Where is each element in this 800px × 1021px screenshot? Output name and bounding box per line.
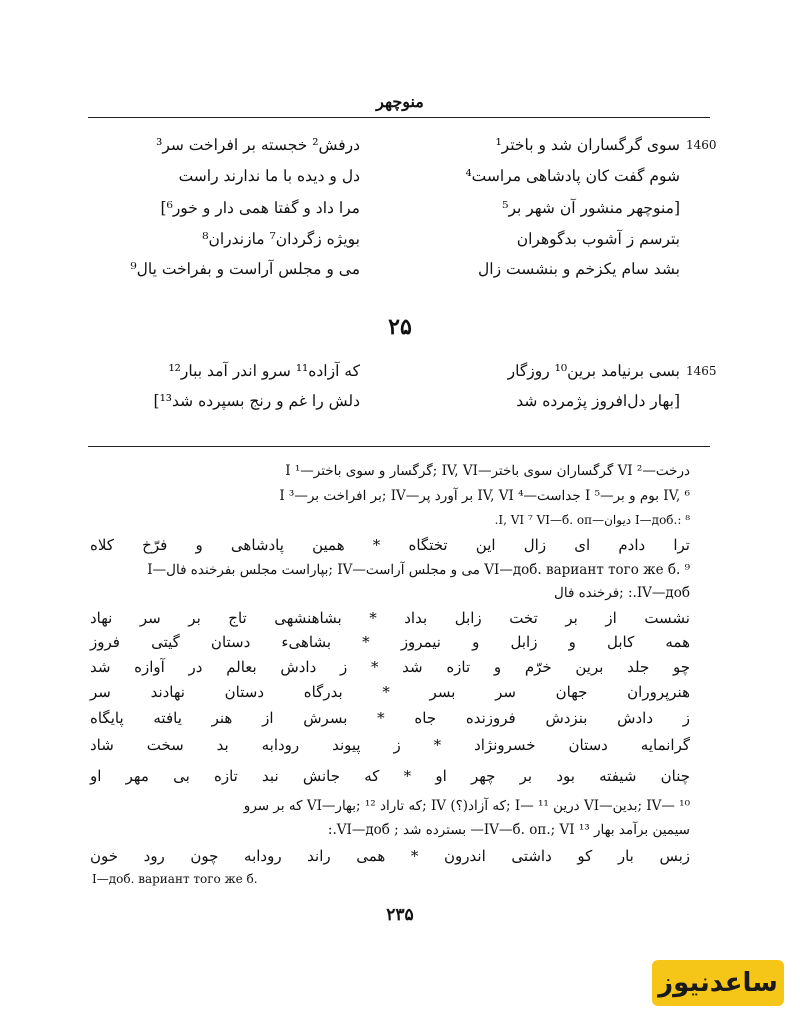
footnote-line: VI—доб. вариант того же б. ⁹ می و مجلس آراست—IV ;بپاراست مجلس بفرخنده فال—I xyxy=(147,562,690,578)
footnote-verse: چو جلد برین خرّم و تازه شد * ز دادش بعالم در آوازه شد xyxy=(90,658,690,676)
line-number: 1465 xyxy=(686,364,717,378)
footnote-verse: نشست از بر تخت زابل بداد * بشاهنشهی تاج بر سر نهاد xyxy=(90,609,690,627)
hemistich-right: بترسم ز آشوب بدگوهران xyxy=(516,230,680,248)
hemistich-right: بسی برنیامد برین¹⁰ روزگار xyxy=(507,362,680,380)
footnote-russian-note: I—доб. вариант того же б. xyxy=(92,872,258,886)
footnote-line: IV—доб.: ;فرخنده فال xyxy=(554,585,690,601)
hemistich-left: بویژه زگردان⁷ مازندران⁸ xyxy=(202,230,360,248)
hemistich-right: سوی گرگساران شد و باختر¹ xyxy=(495,136,680,154)
footnote-verse: چنان شیفته بود بر چهر او * که جانش نبد تازه بی مهر او xyxy=(90,767,690,785)
footnote-line: IV— ¹⁰ ;بدین—VI درین I— ¹¹ ;که آزاد(؟) IV ;که تاراد ¹² ;بهار—VI که بر سرو xyxy=(243,798,690,814)
footnote-rule xyxy=(88,446,710,447)
hemistich-left: درفش² خجسته بر افراخت سر³ xyxy=(156,136,360,154)
hemistich-left: که آزاده¹¹ سرو اندر آمد ببار¹² xyxy=(168,362,360,380)
footnote-verse: ترا دادم ای زال این تختگاه * همین پادشاهی و فرّخ کلاه xyxy=(90,536,690,554)
hemistich-right: [بهار دل‌افروز پژمرده شد xyxy=(516,392,680,410)
running-header: منوچهر xyxy=(376,92,424,111)
hemistich-right: شوم گفت کان پادشاهی مراست⁴ xyxy=(465,167,680,185)
hemistich-left: می و مجلس آراست و بفراخت یال⁹ xyxy=(130,260,360,278)
footnote-line: سیمین برآمد بهار ¹³ IV—б. оп.; VI— بسترده شد ; VI—доб.: xyxy=(327,822,690,838)
line-number: 1460 xyxy=(686,138,717,152)
watermark-logo: ساعدنیوز xyxy=(652,960,784,1006)
hemistich-left: دل و دیده با ما ندارند راست xyxy=(178,167,360,185)
footnote-line: IV, ⁶ بوم و بر—I ⁵ جداست—IV, VI ⁴ بر آورد پر—IV ;بر افراخت بر—I ³ xyxy=(279,488,690,504)
hemistich-left: مرا داد و گفتا همی دار و خور⁶] xyxy=(160,199,360,217)
footnote-line: درخت—VI ² گرگساران سوی باختر—IV, VI ;گرگسار و سوی باختر—I ¹ xyxy=(285,463,690,479)
footnote-verse: هنرپروران جهان سر بسر * بدرگاه دستان نهادند سر xyxy=(90,683,690,701)
footnote-verse: همه کابل و زابل و نیمروز * بشاهیء دستان گیتی فروز xyxy=(90,633,690,651)
footnote-line: I—доб.: ⁸ دیوان—I, VI ⁷ VI—б. оп. xyxy=(494,513,690,527)
hemistich-left: دلش را غم و رنج بسپرده شد¹³] xyxy=(153,392,360,410)
footnote-verse: زبس بار کو داشتی اندرون * همی راند رودابه چون رود خون xyxy=(90,847,690,865)
header-rule xyxy=(88,117,710,118)
page-number: ۲۳۵ xyxy=(386,905,414,925)
hemistich-right: بشد سام یکزخم و بنشست زال xyxy=(478,260,680,278)
footnote-verse: گرانمایه دستان خسرونژاد * ز پیوند رودابه بد سخت شاد xyxy=(90,736,690,754)
footnote-verse: ز دادش بنزدش فروزنده جاه * بسرش از هنر یافته پایگاه xyxy=(90,709,690,727)
section-number: ۲۵ xyxy=(388,314,412,340)
hemistich-right: [منوچهر منشور آن شهر بر⁵ xyxy=(502,199,680,217)
